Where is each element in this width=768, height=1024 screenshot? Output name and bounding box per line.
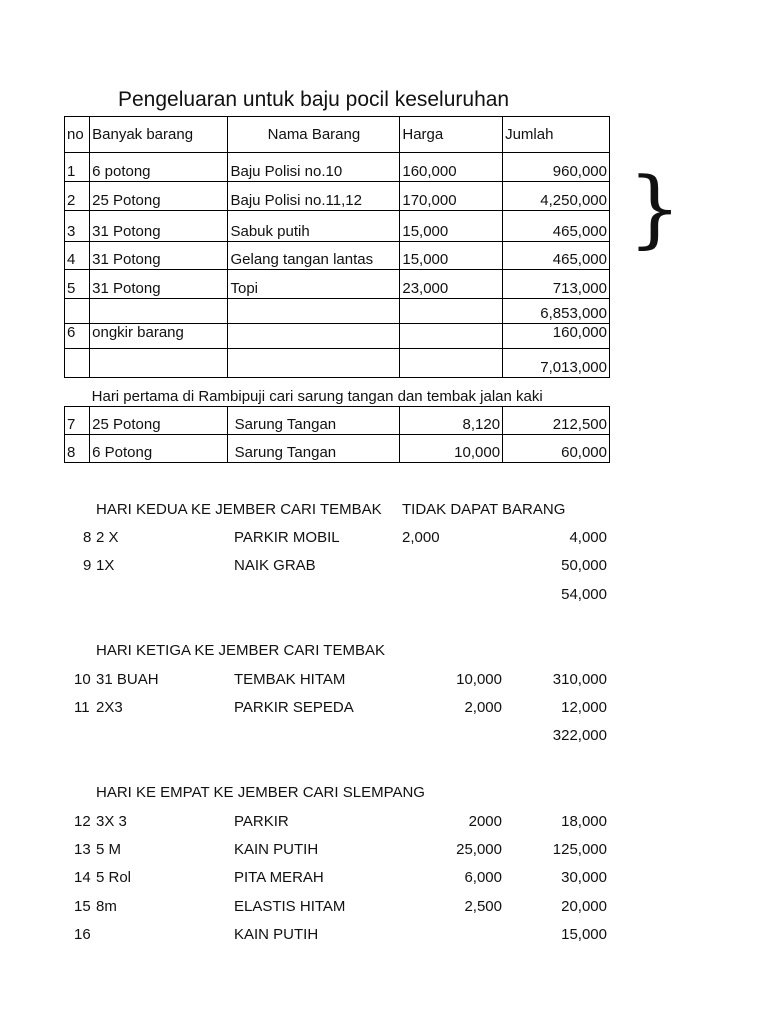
cell-price: 160,000	[400, 153, 503, 182]
cell-total: 465,000	[503, 211, 610, 242]
cell-name: Sabuk putih	[228, 211, 400, 242]
cell-qty	[90, 299, 228, 324]
cell-no: 1	[65, 153, 90, 182]
cell-qty: 6 potong	[90, 153, 228, 182]
cell-no: 6	[65, 324, 90, 349]
cell-total: 30,000	[561, 869, 607, 886]
cell-no: 7	[65, 407, 90, 435]
cell-no: 12	[74, 813, 91, 830]
table-row	[65, 324, 610, 349]
table-row	[65, 242, 610, 270]
cell-price	[400, 324, 503, 349]
cell-name: Topi	[228, 270, 400, 299]
cell-no: 10	[74, 671, 91, 688]
cell-no	[65, 349, 90, 378]
cell-qty: 31 Potong	[90, 242, 228, 270]
cell-name	[228, 299, 400, 324]
day3-subtotal: 322,000	[552, 727, 607, 744]
cell-name: Gelang tangan lantas	[228, 242, 400, 270]
cell-price: 170,000	[400, 182, 503, 211]
cell-name: TEMBAK HITAM	[234, 671, 346, 688]
cell-name: Sarung Tangan	[228, 407, 400, 435]
cell-name: KAIN PUTIH	[234, 841, 319, 858]
cell-name: PARKIR SEPEDA	[234, 699, 354, 716]
cell-total: 7,013,000	[503, 349, 610, 378]
cell-price: 8,120	[400, 407, 503, 435]
cell-qty: 31 BUAH	[96, 671, 159, 688]
table-row	[65, 270, 610, 299]
table-row	[65, 407, 610, 435]
cell-qty: ongkir barang	[90, 324, 228, 349]
cell-qty: 3X 3	[96, 813, 127, 830]
note-row	[65, 378, 610, 407]
cell-price: 2,000	[464, 699, 502, 716]
cell-no: 5	[65, 270, 90, 299]
cell-qty: 5 M	[96, 841, 122, 858]
day2-heading: HARI KEDUA KE JEMBER CARI TEMBAK	[96, 501, 382, 518]
cell-price: 10,000	[456, 671, 502, 688]
cell-price: 2,500	[464, 898, 502, 915]
cell-price: 25,000	[456, 841, 502, 858]
cell-name: PITA MERAH	[234, 869, 324, 886]
cell-qty: 5 Rol	[96, 869, 132, 886]
cell-no: 16	[74, 926, 91, 943]
cell-qty	[90, 349, 228, 378]
header-name: Nama Barang	[228, 117, 400, 153]
cell-qty: 1X	[96, 557, 115, 574]
cell-price: 15,000	[400, 211, 503, 242]
cell-price	[400, 349, 503, 378]
cell-no: 14	[74, 869, 91, 886]
page-title: Pengeluaran untuk baju pocil keseluruhan	[118, 88, 510, 111]
cell-total: 4,250,000	[503, 182, 610, 211]
cell-total: 960,000	[503, 153, 610, 182]
cell-name: PARKIR MOBIL	[234, 529, 340, 546]
cell-total: 18,000	[561, 813, 607, 830]
table-row	[65, 182, 610, 211]
cell-price: 23,000	[400, 270, 503, 299]
cell-price: 2000	[468, 813, 502, 830]
cell-no: 4	[65, 242, 90, 270]
expense-table	[64, 116, 610, 463]
cell-no	[65, 299, 90, 324]
cell-price	[400, 299, 503, 324]
cell-total: 160,000	[503, 324, 610, 349]
cell-name: KAIN PUTIH	[234, 926, 319, 943]
day2-note: TIDAK DAPAT BARANG	[402, 501, 566, 518]
cell-qty: 6 Potong	[90, 435, 228, 463]
cell-total: 60,000	[503, 435, 610, 463]
cell-qty: 2 X	[96, 529, 119, 546]
cell-name: ELASTIS HITAM	[234, 898, 346, 915]
day2-subtotal: 54,000	[561, 586, 607, 603]
cell-name: Baju Polisi no.10	[228, 153, 400, 182]
cell-qty: 25 Potong	[90, 407, 228, 435]
cell-total: 212,500	[503, 407, 610, 435]
cell-total: 713,000	[503, 270, 610, 299]
cell-total: 125,000	[552, 841, 607, 858]
cell-qty: 31 Potong	[90, 211, 228, 242]
first-day-note: Hari pertama di Rambipuji cari sarung tangan dan tembak jalan kaki	[90, 378, 610, 407]
header-no: no	[65, 117, 90, 153]
table-row	[65, 153, 610, 182]
cell-no: 15	[74, 898, 91, 915]
day3-heading: HARI KETIGA KE JEMBER CARI TEMBAK	[96, 642, 385, 659]
cell-no: 8	[83, 529, 92, 546]
header-qty: Banyak barang	[90, 117, 228, 153]
cell-name: Sarung Tangan	[228, 435, 400, 463]
header-total: Jumlah	[503, 117, 610, 153]
cell-total: 465,000	[503, 242, 610, 270]
cell-price: 6,000	[464, 869, 502, 886]
cell-name: PARKIR	[234, 813, 289, 830]
table-header-row	[65, 117, 610, 153]
table-row	[65, 211, 610, 242]
cell-total: 15,000	[561, 926, 607, 943]
header-price: Harga	[400, 117, 503, 153]
grand-total-row	[65, 349, 610, 378]
curly-brace: }	[628, 159, 682, 257]
cell-name	[228, 324, 400, 349]
cell-total: 20,000	[561, 898, 607, 915]
cell-qty: 8m	[96, 898, 117, 915]
cell-total: 4,000	[569, 529, 607, 546]
cell-no: 2	[65, 182, 90, 211]
cell-total: 50,000	[561, 557, 607, 574]
cell-no: 3	[65, 211, 90, 242]
table-row	[65, 435, 610, 463]
subtotal-row	[65, 299, 610, 324]
cell-name: Baju Polisi no.11,12	[228, 182, 400, 211]
cell-name	[228, 349, 400, 378]
cell-total: 310,000	[552, 671, 607, 688]
cell-qty: 25 Potong	[90, 182, 228, 211]
cell-name: NAIK GRAB	[234, 557, 316, 574]
cell-price: 15,000	[400, 242, 503, 270]
cell-total: 12,000	[561, 699, 607, 716]
cell-qty: 2X3	[96, 699, 123, 716]
cell-no: 11	[74, 699, 90, 716]
day4-heading: HARI KE EMPAT KE JEMBER CARI SLEMPANG	[96, 784, 425, 801]
cell-no: 9	[83, 557, 92, 574]
cell-price: 2,000	[402, 529, 440, 546]
cell-qty: 31 Potong	[90, 270, 228, 299]
cell-total: 6,853,000	[503, 299, 610, 324]
cell-no: 8	[65, 435, 90, 463]
cell-price: 10,000	[400, 435, 503, 463]
cell-no: 13	[74, 841, 91, 858]
